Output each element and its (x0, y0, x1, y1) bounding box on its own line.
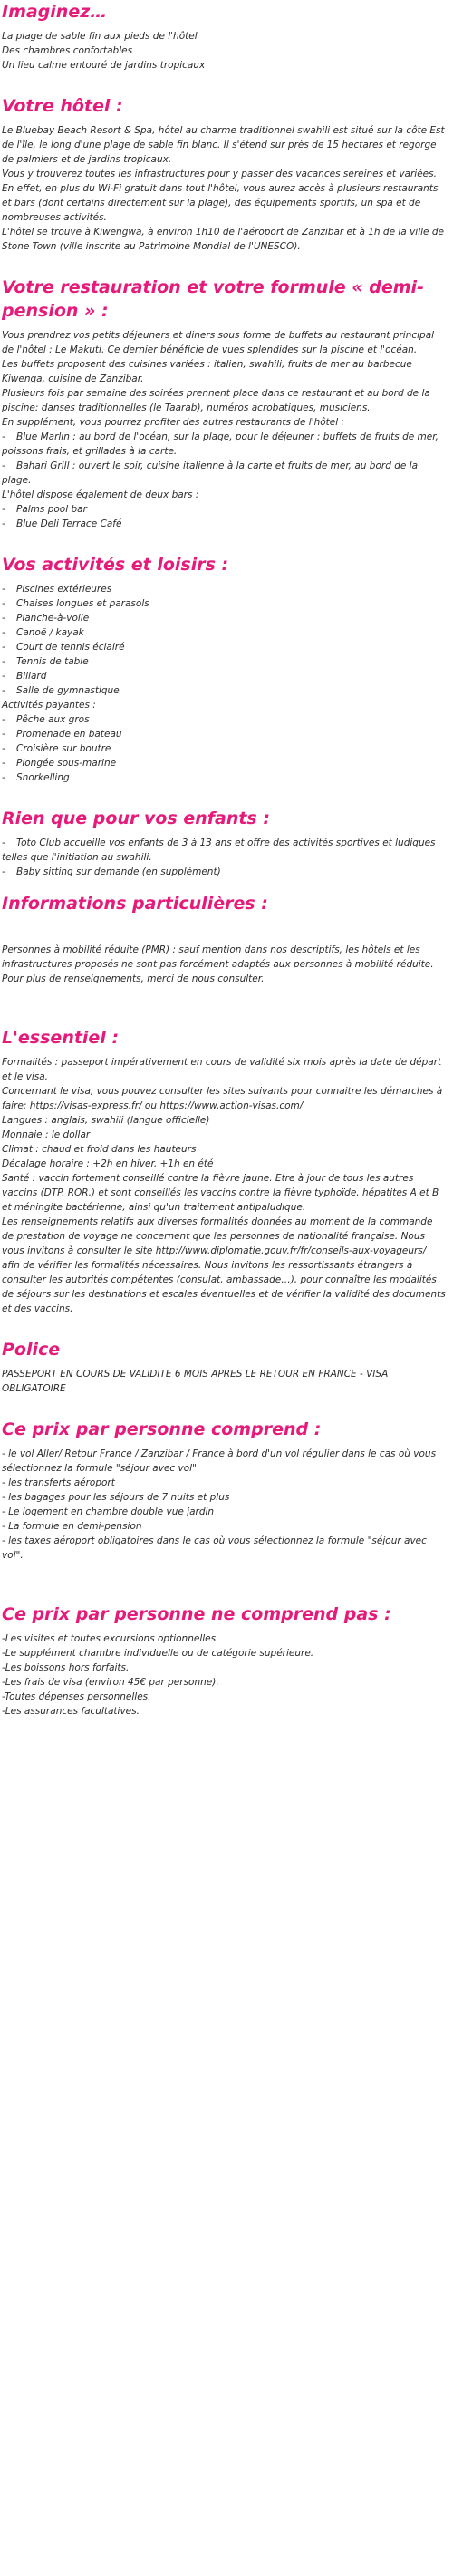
ne-comprend-title: Ce prix par personne ne comprend pas : (2, 1604, 391, 1624)
restauration-paragraph: Vous prendrez vos petits déjeuners et diners sous forme de buffets au restaurant principal de l'hôtel : Le Makuti. Ce dernier bénéficie de vues splendides sur la piscine et l'océan. (2, 330, 435, 355)
essentiel-line: Climat : chaud et froid dans les hauteurs (2, 1144, 197, 1155)
police-title: Police (2, 1340, 61, 1360)
hotel-paragraph: Le Bluebay Beach Resort & Spa, hôtel au charme traditionnel swahili est situé sur la côte Est de l'île, le long d'une plage de sable fin blanc. Il s'étend sur près de 15 hectares et regorge de palmiers et de jardins tropicaux. (2, 125, 445, 165)
imaginez-title: Imaginez… (2, 2, 108, 22)
paid-activity-item: - Pêche aux gros (2, 714, 90, 725)
excluded-item: -Les boissons hors forfaits. (2, 1662, 130, 1673)
excluded-item: -Le supplément chambre individuelle ou de catégorie supérieure. (2, 1648, 314, 1659)
infos-paragraph: Personnes à mobilité réduite (PMR) : sauf mention dans nos descriptifs, les hôtels et les infrastructures proposés ne sont pas forcément adaptés aux personnes à mobilité réduite. (2, 944, 434, 970)
paid-activity-item: - Promenade en bateau (2, 729, 122, 740)
kids-item: - Toto Club accueille vos enfants de 3 à 13 ans et offre des activités sportives et ludiques telles que l'initiation au swahili. (2, 838, 436, 863)
imaginez-line: Un lieu calme entouré de jardins tropicaux (2, 60, 206, 71)
bar-item: - Palms pool bar (2, 504, 87, 515)
activity-item: - Canoë / kayak (2, 627, 84, 638)
excluded-item: -Les visites et toutes excursions optionnelles. (2, 1633, 219, 1644)
imaginez-line: Des chambres confortables (2, 45, 133, 56)
excluded-item: -Les frais de visa (environ 45€ par personne). (2, 1677, 219, 1688)
activity-item: - Court de tennis éclairé (2, 642, 125, 653)
infos-title: Informations particulières : (2, 894, 268, 914)
activity-item: - Tennis de table (2, 656, 89, 667)
restauration-paragraph: En supplément, vous pourrez profiter des autres restaurants de l'hôtel : (2, 417, 345, 428)
essentiel-line: Décalage horaire : +2h en hiver, +1h en été (2, 1158, 214, 1169)
essentiel-line: Santé : vaccin fortement conseillé contre la fièvre jaune. Etre à jour de tous les autres vaccins (DTP, ROR,) et sont conseillés les vaccins contre la fièvre typhoïde, hépatites A et B et méningite bactérienne, ainsi qu'un traitement antipaludique. (2, 1173, 439, 1213)
included-item: - les taxes aéroport obligatoires dans le cas où vous sélectionnez la formule "séjour avec vol". (2, 1535, 427, 1561)
restauration-title: Votre restauration et votre formule « demi-pension » : (2, 277, 424, 321)
restauration-paragraph: Les buffets proposent des cuisines variées : italien, swahili, fruits de mer au barbecue Kiwenga, cuisine de Zanzibar. (2, 359, 412, 384)
hotel-paragraph: L'hôtel se trouve à Kiwengwa, à environ 1h10 de l'aéroport de Zanzibar et à 1h de la ville de Stone Town (ville inscrite au Patrimoine Mondial de l'UNESCO). (2, 227, 444, 252)
bar-item: - Blue Deli Terrace Café (2, 518, 122, 529)
restauration-paragraph: Plusieurs fois par semaine des soirées prennent place dans ce restaurant et au bord de la piscine: danses traditionnelles (le Taarab), numéros acrobatiques, musiciens. (2, 388, 430, 413)
essentiel-line: Concernant le visa, vous pouvez consulter les sites suivants pour connaitre les démarches à faire: https://visas-express.fr/ ou https://www.action-visas.com/ (2, 1086, 443, 1111)
activity-item: - Planche-à-voile (2, 613, 90, 624)
included-item: - le vol Aller/ Retour France / Zanzibar / France à bord d'un vol régulier dans le cas où vous sélectionnez la formule "séjour avec vol" (2, 1448, 437, 1474)
restaurant-item: - Bahari Grill : ouvert le soir, cuisine italienne à la carte et fruits de mer, au bord de la plage. (2, 460, 419, 486)
included-item: - les bagages pour les séjours de 7 nuits et plus (2, 1492, 230, 1503)
essentiel-line: Monnaie : le dollar (2, 1129, 91, 1140)
excluded-item: -Les assurances facultatives. (2, 1706, 140, 1717)
paid-activity-item: - Croisière sur boutre (2, 743, 111, 754)
included-item: - Le logement en chambre double vue jardin (2, 1506, 215, 1517)
essentiel-title: L'essentiel : (2, 1028, 120, 1048)
enfants-title: Rien que pour vos enfants : (2, 809, 270, 828)
kids-item: - Baby sitting sur demande (en supplément) (2, 867, 221, 877)
restauration-paragraph: L'hôtel dispose également de deux bars : (2, 489, 199, 500)
included-item: - les transferts aéroport (2, 1477, 115, 1488)
excluded-item: -Toutes dépenses personnelles. (2, 1691, 151, 1702)
paid-activities-label: Activités payantes : (2, 700, 96, 711)
paid-activity-item: - Plongée sous-marine (2, 758, 117, 769)
essentiel-line: Formalités : passeport impérativement en cours de validité six mois après la date de départ et le visa. (2, 1057, 442, 1082)
infos-paragraph: Pour plus de renseignements, merci de nous consulter. (2, 973, 265, 984)
activity-item: - Chaises longues et parasols (2, 598, 149, 609)
activites-title: Vos activités et loisirs : (2, 555, 229, 575)
essentiel-line: Langues : anglais, swahili (langue officielle) (2, 1115, 210, 1126)
hotel-paragraph: Vous y trouverez toutes les infrastructures pour y passer des vacances sereines et variées. En effet, en plus du Wi-Fi gratuit dans tout l'hôtel, vous aurez accès à plusieurs restaurants et bars (dont certains directement sur la plage), des équipements sportifs, un spa et de nombreuses activités. (2, 169, 439, 223)
activity-item: - Billard (2, 671, 47, 682)
hotel-title: Votre hôtel : (2, 96, 123, 116)
essentiel-line: Les renseignements relatifs aux diverses formalités données au moment de la commande de prestation de voyage ne concernent que les personnes de nationalité française. Nous vous invitons à consulter le site http://www.diplomatie.gouv.fr/fr/conseils-aux-voyageurs/ afin de vérifier les formalités nécessaires. Nous invitons les ressortissants étrangers à consulter les autorités compétentes (consulat, ambassade…), pour connaître les modalités de séjours sur les destinations et escales éventuelles et de vérifier la validité des documents et des vaccins. (2, 1216, 446, 1314)
imaginez-line: La plage de sable fin aux pieds de l'hôtel (2, 31, 198, 42)
activity-item: - Salle de gymnastique (2, 685, 120, 696)
police-text: PASSEPORT EN COURS DE VALIDITE 6 MOIS APRES LE RETOUR EN FRANCE - VISA OBLIGATOIRE (2, 1369, 389, 1394)
paid-activity-item: - Snorkelling (2, 772, 70, 783)
comprend-title: Ce prix par personne comprend : (2, 1419, 322, 1439)
included-item: - La formule en demi-pension (2, 1521, 142, 1532)
restaurant-item: - Blue Marlin : au bord de l'océan, sur la plage, pour le déjeuner : buffets de fruits de mer, poissons frais, et grillades à la carte. (2, 431, 439, 457)
activity-item: - Piscines extérieures (2, 584, 112, 595)
